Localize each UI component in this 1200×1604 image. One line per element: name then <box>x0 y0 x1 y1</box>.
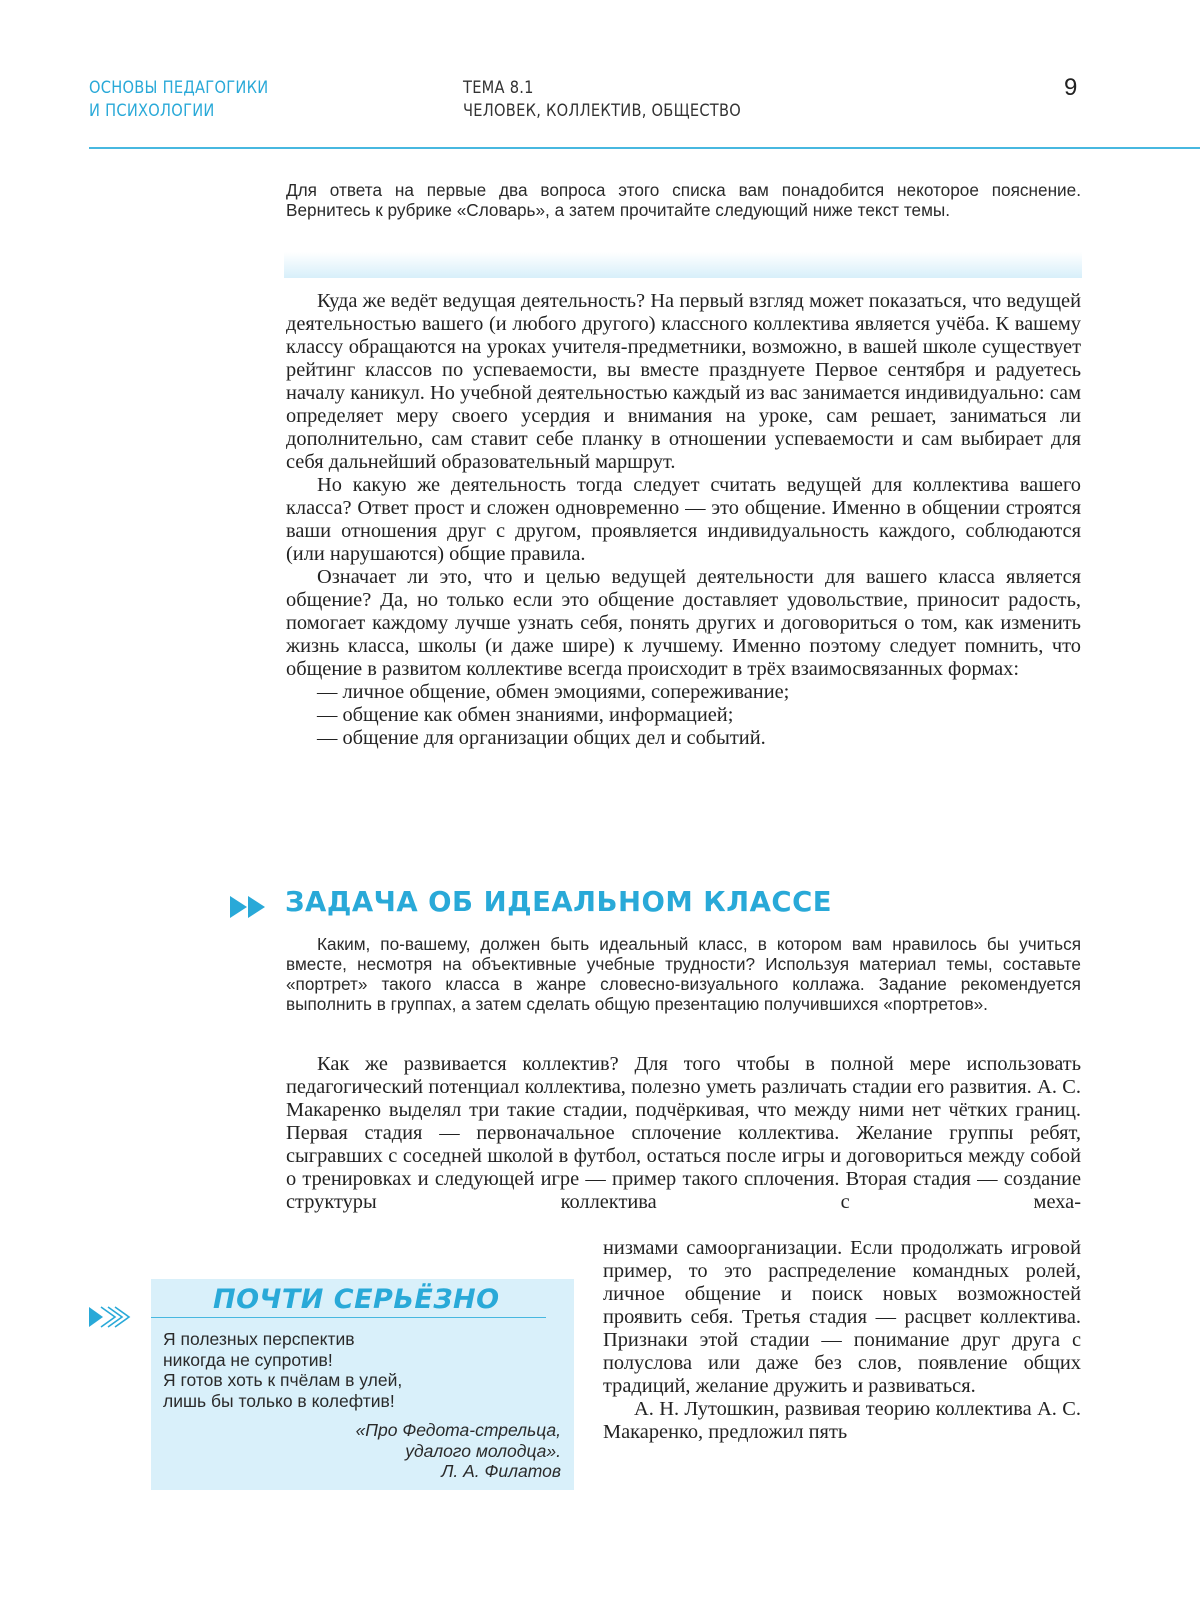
poem <box>163 1329 402 1411</box>
paragraph: Как же развивается коллектив? Для того чтобы в полной мере использовать педагогический потенциал коллектива, полезно уметь различать стадии его развития. А. С. Макаренко выделял три такие стадии, подчёркивая, что между ними нет чётких границ. Первая стадия — первоначальное сплочение коллектива. Желание группы ребят, сыгравших с соседней школой в футбол, остаться после игры и договориться между собой о тренировках и следующей игре — пример такого сплочения. Вторая стадия — создание структуры коллектива с меха- <box>286 1053 1081 1213</box>
sidebox-divider <box>151 1317 546 1318</box>
main-text <box>286 290 1081 750</box>
paragraph: Куда же ведёт ведущая деятельность? На первый взгляд может показаться, что ведущей деятельностью вашего (и любого другого) классного коллектива является учёба. К вашему классу обращаются на уроках учителя-предметники, возможно, в вашей школе существует рейтинг классов по успеваемости, вы вместе празднуете Первое сентября и радуетесь началу каникул. Но учебной деятельностью каждый из вас занимается индивидуально: сам определяет меру своего усердия и внимания на уроке, сам решает, заниматься ли дополнительно, сам ставит себе планку в отношении успеваемости и сам выбирает для себя дальнейший образовательный маршрут. <box>286 290 1081 473</box>
poem-line: никогда не супротив! <box>163 1349 333 1370</box>
double-arrow-outline-icon <box>88 1304 134 1330</box>
section-gradient-bar <box>284 252 1082 278</box>
paragraph: А. Н. Лутошкин, развивая теорию коллектива А. С. Макаренко, предложил пять <box>603 1398 1081 1443</box>
topic-header <box>463 77 741 123</box>
paragraph: низмами самоорганизации. Если продолжать игровой пример, то это распределение командных ролей, личное общение и поиск новых возможностей проявить себя. Третья стадия — расцвет коллектива. Признаки этой стадии — понимание друг друга с полуслова или даже без слов, появление общих традиций, желание дружить и развиваться. <box>603 1237 1081 1397</box>
topic-number: ТЕМА 8.1 <box>463 78 534 98</box>
source-line: «Про Федота-стрельца, <box>355 1420 561 1440</box>
poem-author: Л. А. Филатов <box>441 1461 561 1481</box>
poem-line: Я полезных перспектив <box>163 1329 355 1349</box>
list-item: — личное общение, обмен эмоциями, сопереживание; <box>317 681 790 703</box>
development-text <box>286 1053 1081 1214</box>
poem-source <box>356 1420 561 1482</box>
topic-title: ЧЕЛОВЕК, КОЛЛЕКТИВ, ОБЩЕСТВО <box>463 101 742 121</box>
header-divider <box>89 147 1200 149</box>
task-text-body: Каким, по-вашему, должен быть идеальный класс, в котором вам нравилось бы учиться вместе, несмотря на объективные учебные трудности? Используя материал темы, составьте «портрет» такого класса в жанре словесно-визуального коллажа. Задание рекомендуется выполнить в группах, а затем сделать общую презентацию получившихся «портретов». <box>286 934 1081 1014</box>
development-text-column <box>603 1237 1081 1444</box>
task-text <box>286 934 1081 1014</box>
list-item: — общение как обмен знаниями, информацией; <box>317 704 734 726</box>
task-heading: ЗАДАЧА ОБ ИДЕАЛЬНОМ КЛАССЕ <box>285 886 833 918</box>
double-arrow-icon <box>230 894 270 920</box>
poem-line: лишь бы только в колефтив! <box>163 1390 395 1411</box>
list-item: — общение для организации общих дел и событий. <box>317 727 766 749</box>
poem-line: Я готов хоть к пчёлам в улей, <box>163 1370 403 1390</box>
book-title <box>89 77 268 123</box>
paragraph: Означает ли это, что и целью ведущей деятельности для вашего класса является общение? Да, но только если это общение доставляет удовольствие, приносит радость, помогает каждому лучше узнать себя, понять других и договориться о том, как изменить жизнь класса, школы (и даже шире) к лучшему. Именно поэтому следует помнить, что общение в развитом коллективе всегда происходит в трёх взаимосвязанных формах: <box>286 566 1081 680</box>
book-title-line2: И ПСИХОЛОГИИ <box>89 101 215 121</box>
intro-text: Для ответа на первые два вопроса этого списка вам понадобится некоторое пояснение. Вернитесь к рубрике «Словарь», а затем прочитайте следующий ниже текст темы. <box>286 180 1081 220</box>
page-number: 9 <box>1064 74 1078 101</box>
source-line: удалого молодца». <box>405 1440 561 1461</box>
paragraph: Но какую же деятельность тогда следует считать ведущей для коллектива вашего класса? Ответ прост и сложен одновременно — это общение. Именно в общении строятся ваши отношения друг с другом, проявляется индивидуальность каждого, соблюдаются (или нарушаются) общие правила. <box>286 474 1081 565</box>
book-title-line1: ОСНОВЫ ПЕДАГОГИКИ <box>89 78 269 98</box>
sidebox-title: ПОЧТИ СЕРЬЁЗНО <box>213 1284 500 1315</box>
